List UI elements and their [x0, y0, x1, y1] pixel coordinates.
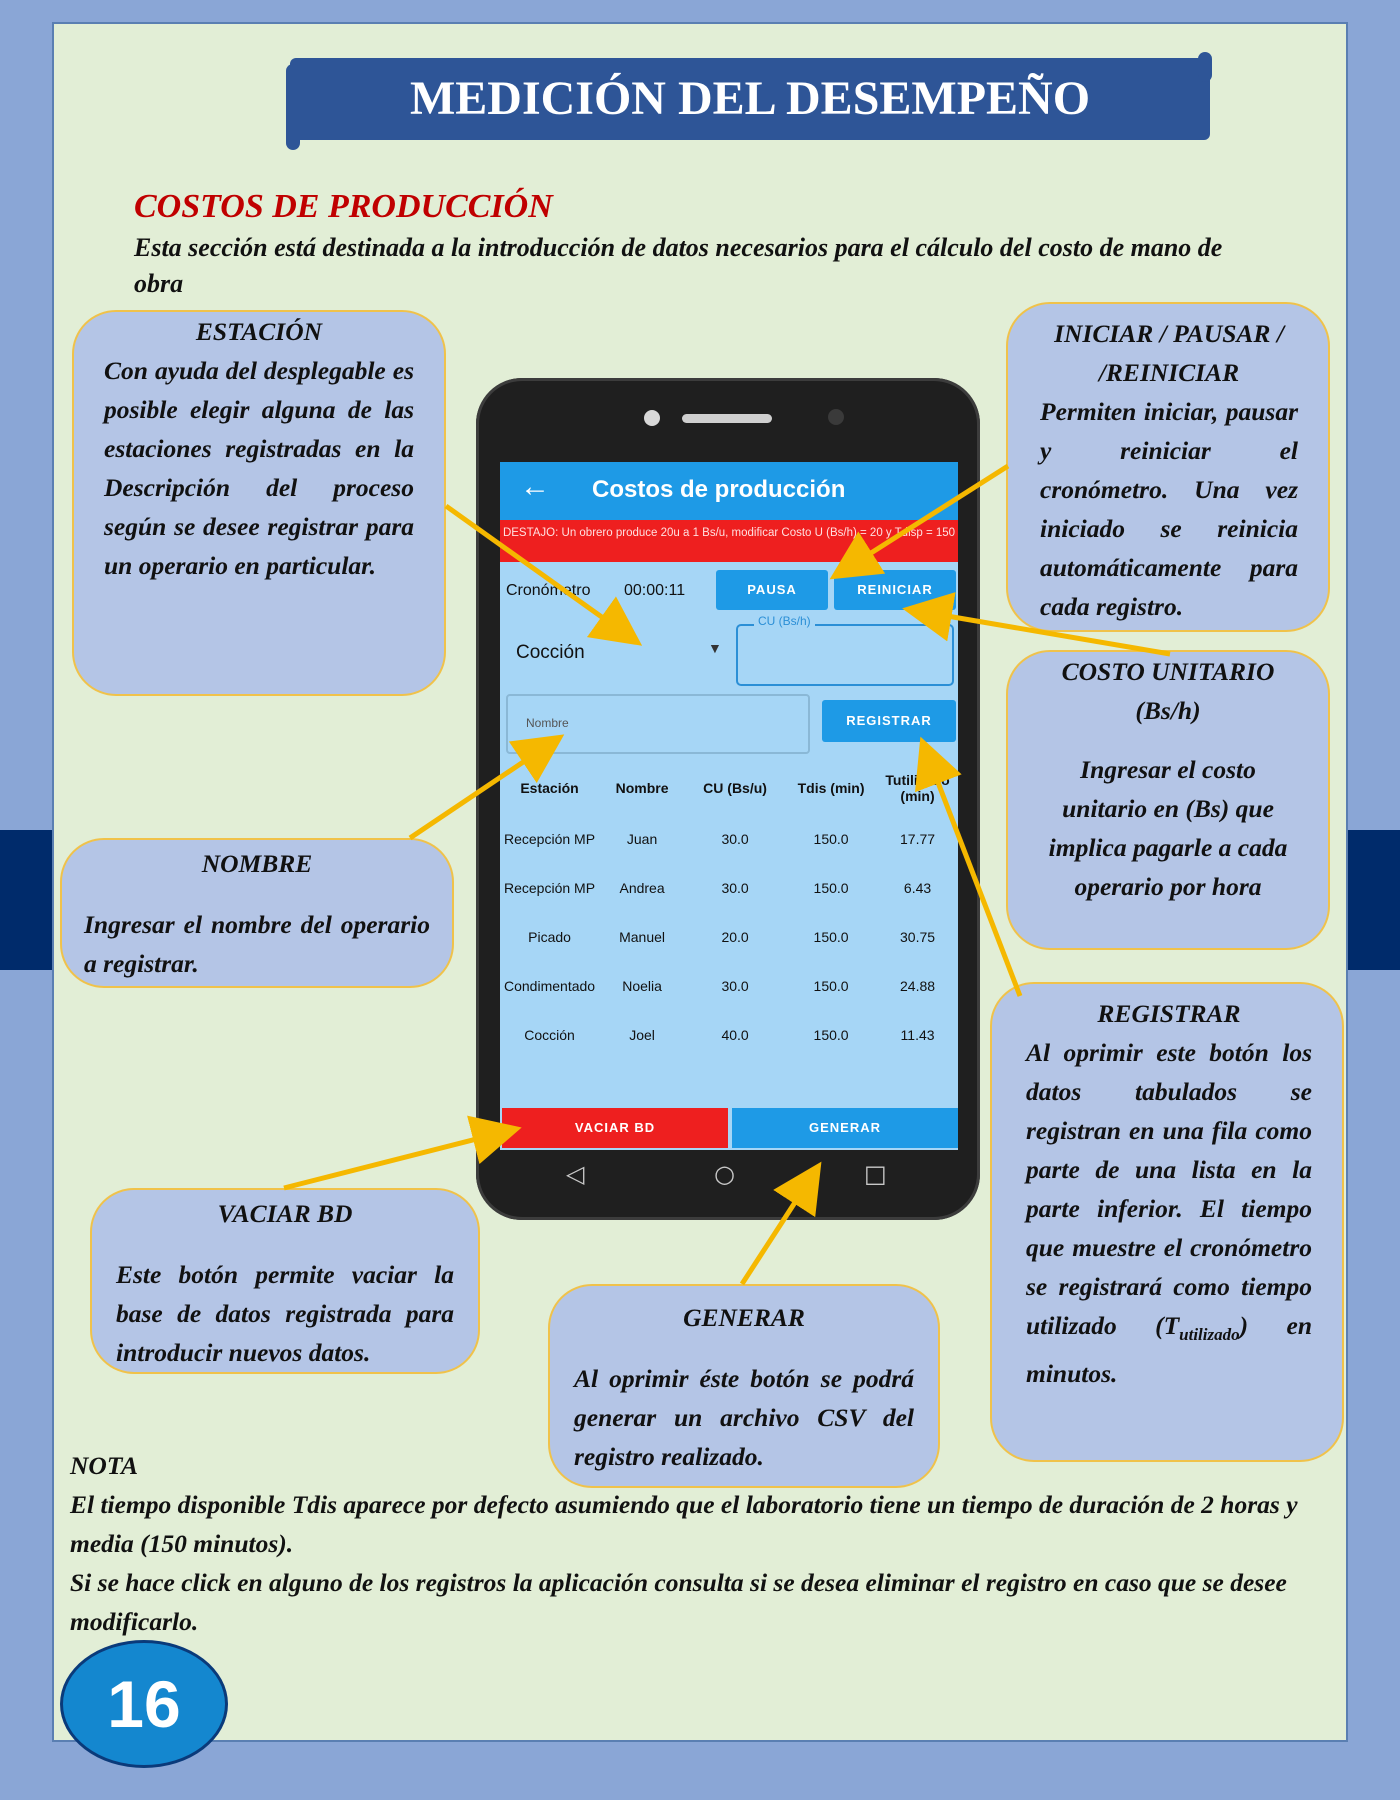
callout-title: NOMBRE [201, 849, 313, 878]
nombre-placeholder: Nombre [526, 716, 569, 730]
callout-text: Al oprimir este botón los datos tabulados se registran en una fila como parte de una lista en la parte inferior. El tiempo que muestre el cronómetro se registrará como tiempo utilizado $(T_{utilizado})$ en minutos. [1026, 1038, 1312, 1388]
arrow-estacion [446, 506, 634, 640]
cronometro-label: Cronómetro [506, 582, 591, 599]
table-row[interactable]: Condimentado Noelia 30.0 150.0 24.88 [504, 977, 936, 994]
nav-recent-icon[interactable]: □ [864, 1160, 887, 1188]
arrow-registrar [924, 746, 1020, 996]
callout-text: Este botón permite vaciar la base de datos registrada para introducir nuevos datos. [116, 1260, 454, 1367]
cu-placeholder: CU (Bs/h) [754, 614, 815, 628]
arrow-generar [742, 1170, 816, 1284]
col-estacion: Estación [520, 780, 579, 796]
station-dropdown[interactable]: Cocción [516, 642, 585, 663]
nav-home-icon[interactable]: ○ [714, 1160, 735, 1188]
arrow-nombre [410, 740, 556, 838]
col-tdis: Tdis (min) [797, 780, 865, 796]
cronometro-value: 00:00:11 [624, 582, 686, 599]
callout-title: GENERAR [683, 1303, 805, 1332]
table-row[interactable]: Picado Manuel 20.0 150.0 30.75 [528, 928, 936, 945]
callout-text: Ingresar el costo unitario en (Bs) que implica pagarle a cada operario por hora [1048, 755, 1288, 901]
app-title: Costos de producción [592, 476, 846, 503]
nota-title: NOTA [70, 1451, 139, 1480]
callout-text: Con ayuda del desplegable es posible elegir alguna de las estaciones registradas en la Descripción del proceso según se desee registrar para un operario en particular. [104, 356, 414, 580]
reiniciar-button[interactable]: REINICIAR [834, 570, 956, 610]
callout-title: ESTACIÓN [195, 317, 323, 346]
generar-button[interactable]: GENERAR [732, 1108, 958, 1148]
callout-text: Ingresar el nombre del operario a registrar. [84, 910, 430, 978]
table-row[interactable]: Recepción MP Juan 30.0 150.0 17.77 [504, 830, 936, 847]
callout-title: VACIAR BD [217, 1199, 353, 1228]
warning-banner: DESTAJO: Un obrero produce 20u a 1 Bs/u, modificar Costo U (Bs/h) = 20 y Tdisp = 150 [500, 520, 958, 562]
arrow-iniciar [838, 466, 1008, 574]
callout-text: Al oprimir éste botón se podrá generar un archivo CSV del registro realizado. [574, 1364, 914, 1471]
page-number: 16 [60, 1640, 228, 1768]
nav-back-icon[interactable]: ◁ [566, 1160, 585, 1188]
nota-line-2: Si se hace click en alguno de los registros la aplicación consulta si se desea eliminar el registro en caso que se desee modificarlo. [70, 1568, 1287, 1636]
table-row[interactable]: Cocción Joel 40.0 150.0 11.43 [524, 1026, 935, 1043]
vaciar-bd-button[interactable]: VACIAR BD [502, 1108, 728, 1148]
callout-title: REGISTRAR [1097, 999, 1241, 1028]
nota-line-1: El tiempo disponible Tdis aparece por defecto asumiendo que el laboratorio tiene un tiempo de duración de 2 horas y media (150 minutos). [70, 1490, 1298, 1558]
dropdown-arrow-icon[interactable]: ▼ [708, 640, 722, 656]
col-cu: CU (Bs/u) [703, 780, 767, 796]
arrow-costo-unitario [912, 610, 1170, 654]
section-title: COSTOS DE PRODUCCIÓN [134, 188, 553, 225]
callout-title: COSTO UNITARIO (Bs/h) [1061, 657, 1275, 725]
page-title: MEDICIÓN DEL DESEMPEÑO [290, 58, 1210, 140]
callout-title: INICIAR / PAUSAR / /REINICIAR [1054, 319, 1284, 387]
back-arrow-icon[interactable]: ← [520, 470, 550, 503]
table-row[interactable]: Recepción MP Andrea 30.0 150.0 6.43 [504, 879, 932, 896]
callout-text: Permiten iniciar, pausar y reiniciar el cronómetro. Una vez iniciado se reinicia automáticamente para cada registro. [1040, 397, 1298, 621]
col-tutilizado: Tutilizado (min) [885, 772, 950, 804]
section-description: Esta sección está destinada a la introducción de datos necesarios para el cálculo del costo de mano de obra [134, 233, 1223, 298]
arrow-vaciar [284, 1130, 512, 1188]
registrar-button[interactable]: REGISTRAR [822, 700, 956, 742]
col-nombre: Nombre [615, 780, 669, 796]
pausa-button[interactable]: PAUSA [716, 570, 828, 610]
nota-block [70, 1446, 1332, 1641]
